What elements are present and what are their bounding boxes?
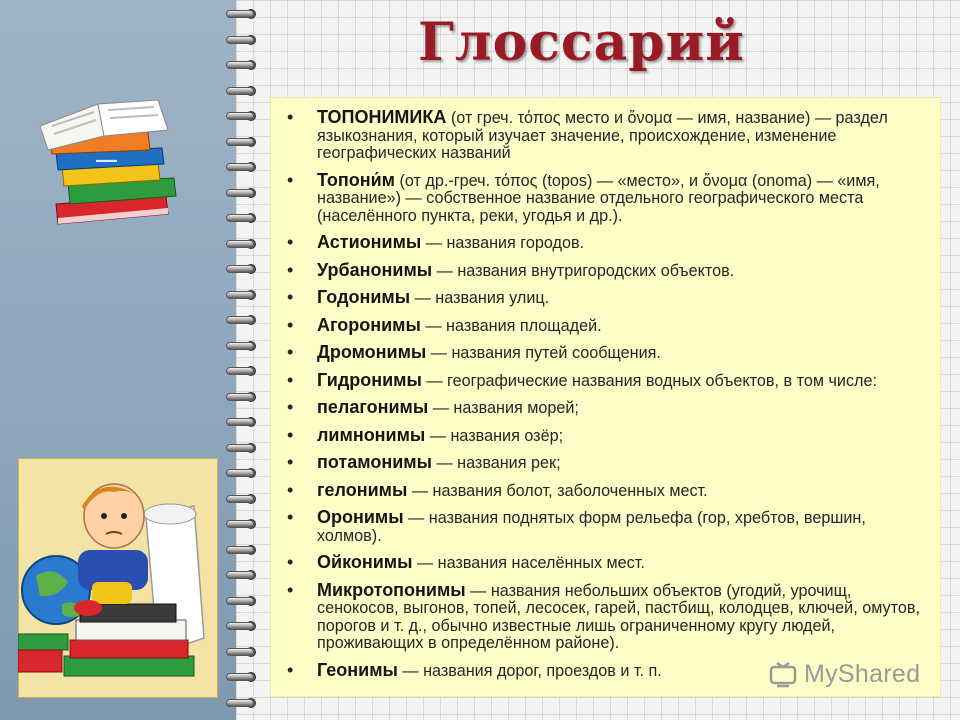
spiral-ring [224,261,264,275]
spiral-ring [224,83,264,97]
glossary-term: Агоронимы [317,314,421,335]
left-blue-panel [0,0,236,720]
spiral-ring [224,338,264,352]
spiral-ring [224,440,264,454]
spiral-ring [224,567,264,581]
glossary-definition: — названия морей; [428,399,579,417]
glossary-item [285,289,930,308]
glossary-definition: — названия озёр; [425,426,564,445]
glossary-definition: — названия дорог, проездов и т. п. [397,661,662,680]
glossary-item [285,234,930,253]
glossary-definition: (от др.-греч. τόπος (topos) — «место», и ὄνομα (onoma) — «имя, название») — собственное название отдельного географического места (населённого пункта, реки, угодья и др.). [317,171,880,225]
glossary-term: ТОПОНИМИКА [317,107,447,127]
glossary-item [285,169,930,226]
glossary-term: пелагонимы [317,397,429,417]
spiral-ring [224,516,264,530]
glossary-term: гелонимы [317,479,408,500]
glossary-definition: — названия улиц. [410,289,550,307]
glossary-definition: — названия небольших объектов (угодий, урочищ, сенокосов, выгонов, топей, лесосек, гарей, пастбищ, колодцев, ключей, омутов, порогов и т. д., обычно известные лишь ограниченному кругу людей, проживающих в определённом районе). [317,581,920,652]
glossary-item [285,509,930,545]
books-stack-illustration [38,96,183,231]
glossary-definition: — названия поднятых форм рельефа (гор, хребтов, вершин, холмов). [317,509,866,545]
glossary-definition: — названия площадей. [420,316,602,335]
spiral-ring [224,57,264,71]
glossary-definition: (от греч. τόπος место и ὄνομα — имя, название) — раздел языкознания, который изучает значение, происхождение, изменение географических названий [317,109,888,162]
glossary-item [285,344,930,363]
glossary-definition: — названия городов. [421,234,585,252]
watermark-text: MyShared [804,659,921,688]
myshared-watermark [768,658,920,690]
glossary-definition: — названия населённых мест. [412,554,645,572]
glossary-item [285,314,930,336]
spiral-ring [224,414,264,428]
glossary-term: Топони́м [317,169,395,190]
spiral-ring [224,669,264,683]
glossary-definition: — географические названия водных объектов, в том числе: [421,371,877,390]
spiral-ring [224,363,264,377]
glossary-term: Оронимы [317,507,404,527]
glossary-definition: — названия путей сообщения. [426,344,661,362]
glossary-box [270,97,941,697]
glossary-item [285,424,930,446]
spiral-ring [224,32,264,46]
spiral-ring [224,695,264,709]
spiral-ring [224,210,264,224]
glossary-definition: — названия внутригородских объектов. [432,261,735,280]
boy-with-books-illustration [18,458,218,698]
glossary-definition: — названия рек; [431,454,561,472]
glossary-item [285,109,930,163]
glossary-item [285,369,930,391]
spiral-ring [224,312,264,326]
glossary-list [271,98,940,680]
spiral-ring [224,185,264,199]
glossary-item [285,399,930,418]
spiral-ring [224,287,264,301]
glossary-term: Годонимы [317,287,411,307]
glossary-term: Микротопонимы [317,579,466,600]
spiral-ring [224,593,264,607]
glossary-item [285,259,930,281]
spiral-ring [224,236,264,250]
page-title: Глоссарий [418,12,745,73]
myshared-logo-icon [768,659,798,689]
spiral-ring [224,389,264,403]
spiral-ring [224,134,264,148]
spiral-ring [224,159,264,173]
glossary-term: Дромонимы [317,342,427,362]
spiral-binding [224,0,268,720]
spiral-ring [224,6,264,20]
spiral-ring [224,644,264,658]
spiral-ring [224,618,264,632]
glossary-term: Геонимы [317,659,398,680]
glossary-term: потамонимы [317,452,432,472]
glossary-definition: — названия болот, заболоченных мест. [407,481,708,500]
svg-text:▬▬▬: ▬▬▬ [96,157,117,164]
spiral-ring [224,465,264,479]
glossary-term: Астионимы [317,232,422,252]
spiral-ring [224,108,264,122]
glossary-item [285,579,930,653]
glossary-term: Гидронимы [317,369,422,390]
spiral-ring [224,491,264,505]
glossary-item [285,454,930,473]
glossary-term: Ойконимы [317,552,413,572]
spiral-ring [224,542,264,556]
glossary-item [285,479,930,501]
glossary-term: лимнонимы [317,424,426,445]
glossary-term: Урбанонимы [317,259,433,280]
glossary-item [285,554,930,573]
